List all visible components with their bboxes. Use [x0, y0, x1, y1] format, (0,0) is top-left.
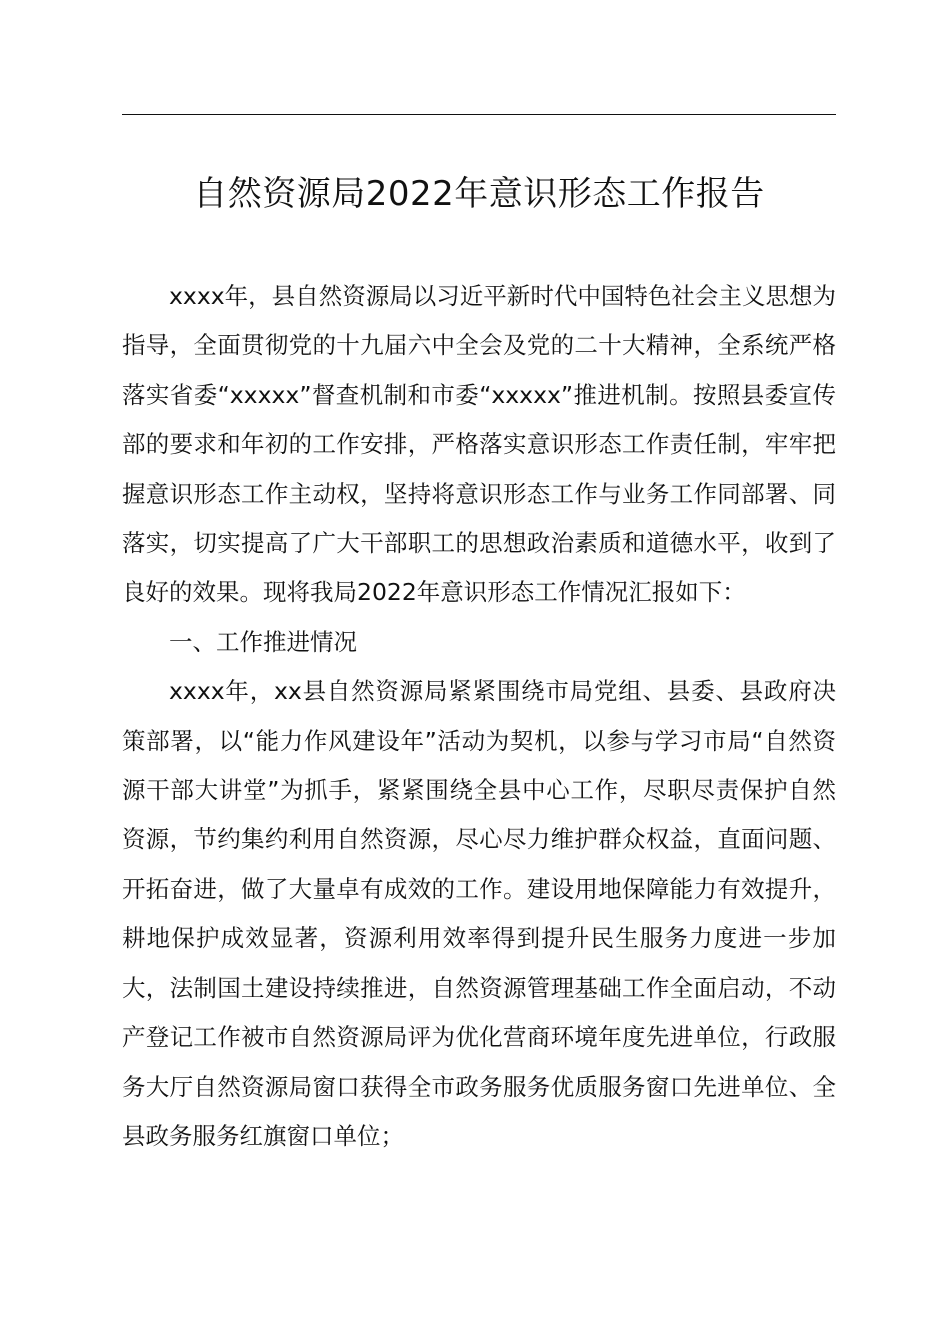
section-heading-1: 一、工作推进情况	[169, 627, 357, 656]
section-1-paragraph: xxxx年，xx县自然资源局紧紧围绕市局党组、县委、县政府决策部署，以“能力作风建设年”活动为契机，以参与学习市局“自然资源干部大讲堂”为抓手，紧紧围绕全县中心工作，尽职尽责保护自然资源，节约集约利用自然资源，尽心尽力维护群众权益，直面问题、开拓奋进，做了大量卓有成效的工作。建设用地保障能力有效提升，耕地保护成效显著，资源利用效率得到提升民生服务力度进一步加大，法制国土建设持续推进，自然资源管理基础工作全面启动，不动产登记工作被市自然资源局评为优化营商环境年度先进单位，行政服务大厅自然资源局窗口获得全市政务服务优质服务窗口先进单位、全县政务服务红旗窗口单位；	[122, 677, 836, 1150]
header-rule	[122, 114, 836, 115]
document-title: 自然资源局2022年意识形态工作报告	[193, 174, 765, 214]
intro-paragraph: xxxx年，县自然资源局以习近平新时代中国特色社会主义思想为指导，全面贯彻党的十九届六中全会及党的二十大精神，全系统严格落实省委“xxxxx”督查机制和市委“xxxxx”推进机制。按照县委宣传部的要求和年初的工作安排，严格落实意识形态工作责任制，牢牢把握意识形态工作主动权，坚持将意识形态工作与业务工作同部署、同落实，切实提高了广大干部职工的思想政治素质和道德水平，收到了良好的效果。现将我局2022年意识形态工作情况汇报如下：	[122, 282, 836, 607]
document-body	[122, 272, 836, 1161]
